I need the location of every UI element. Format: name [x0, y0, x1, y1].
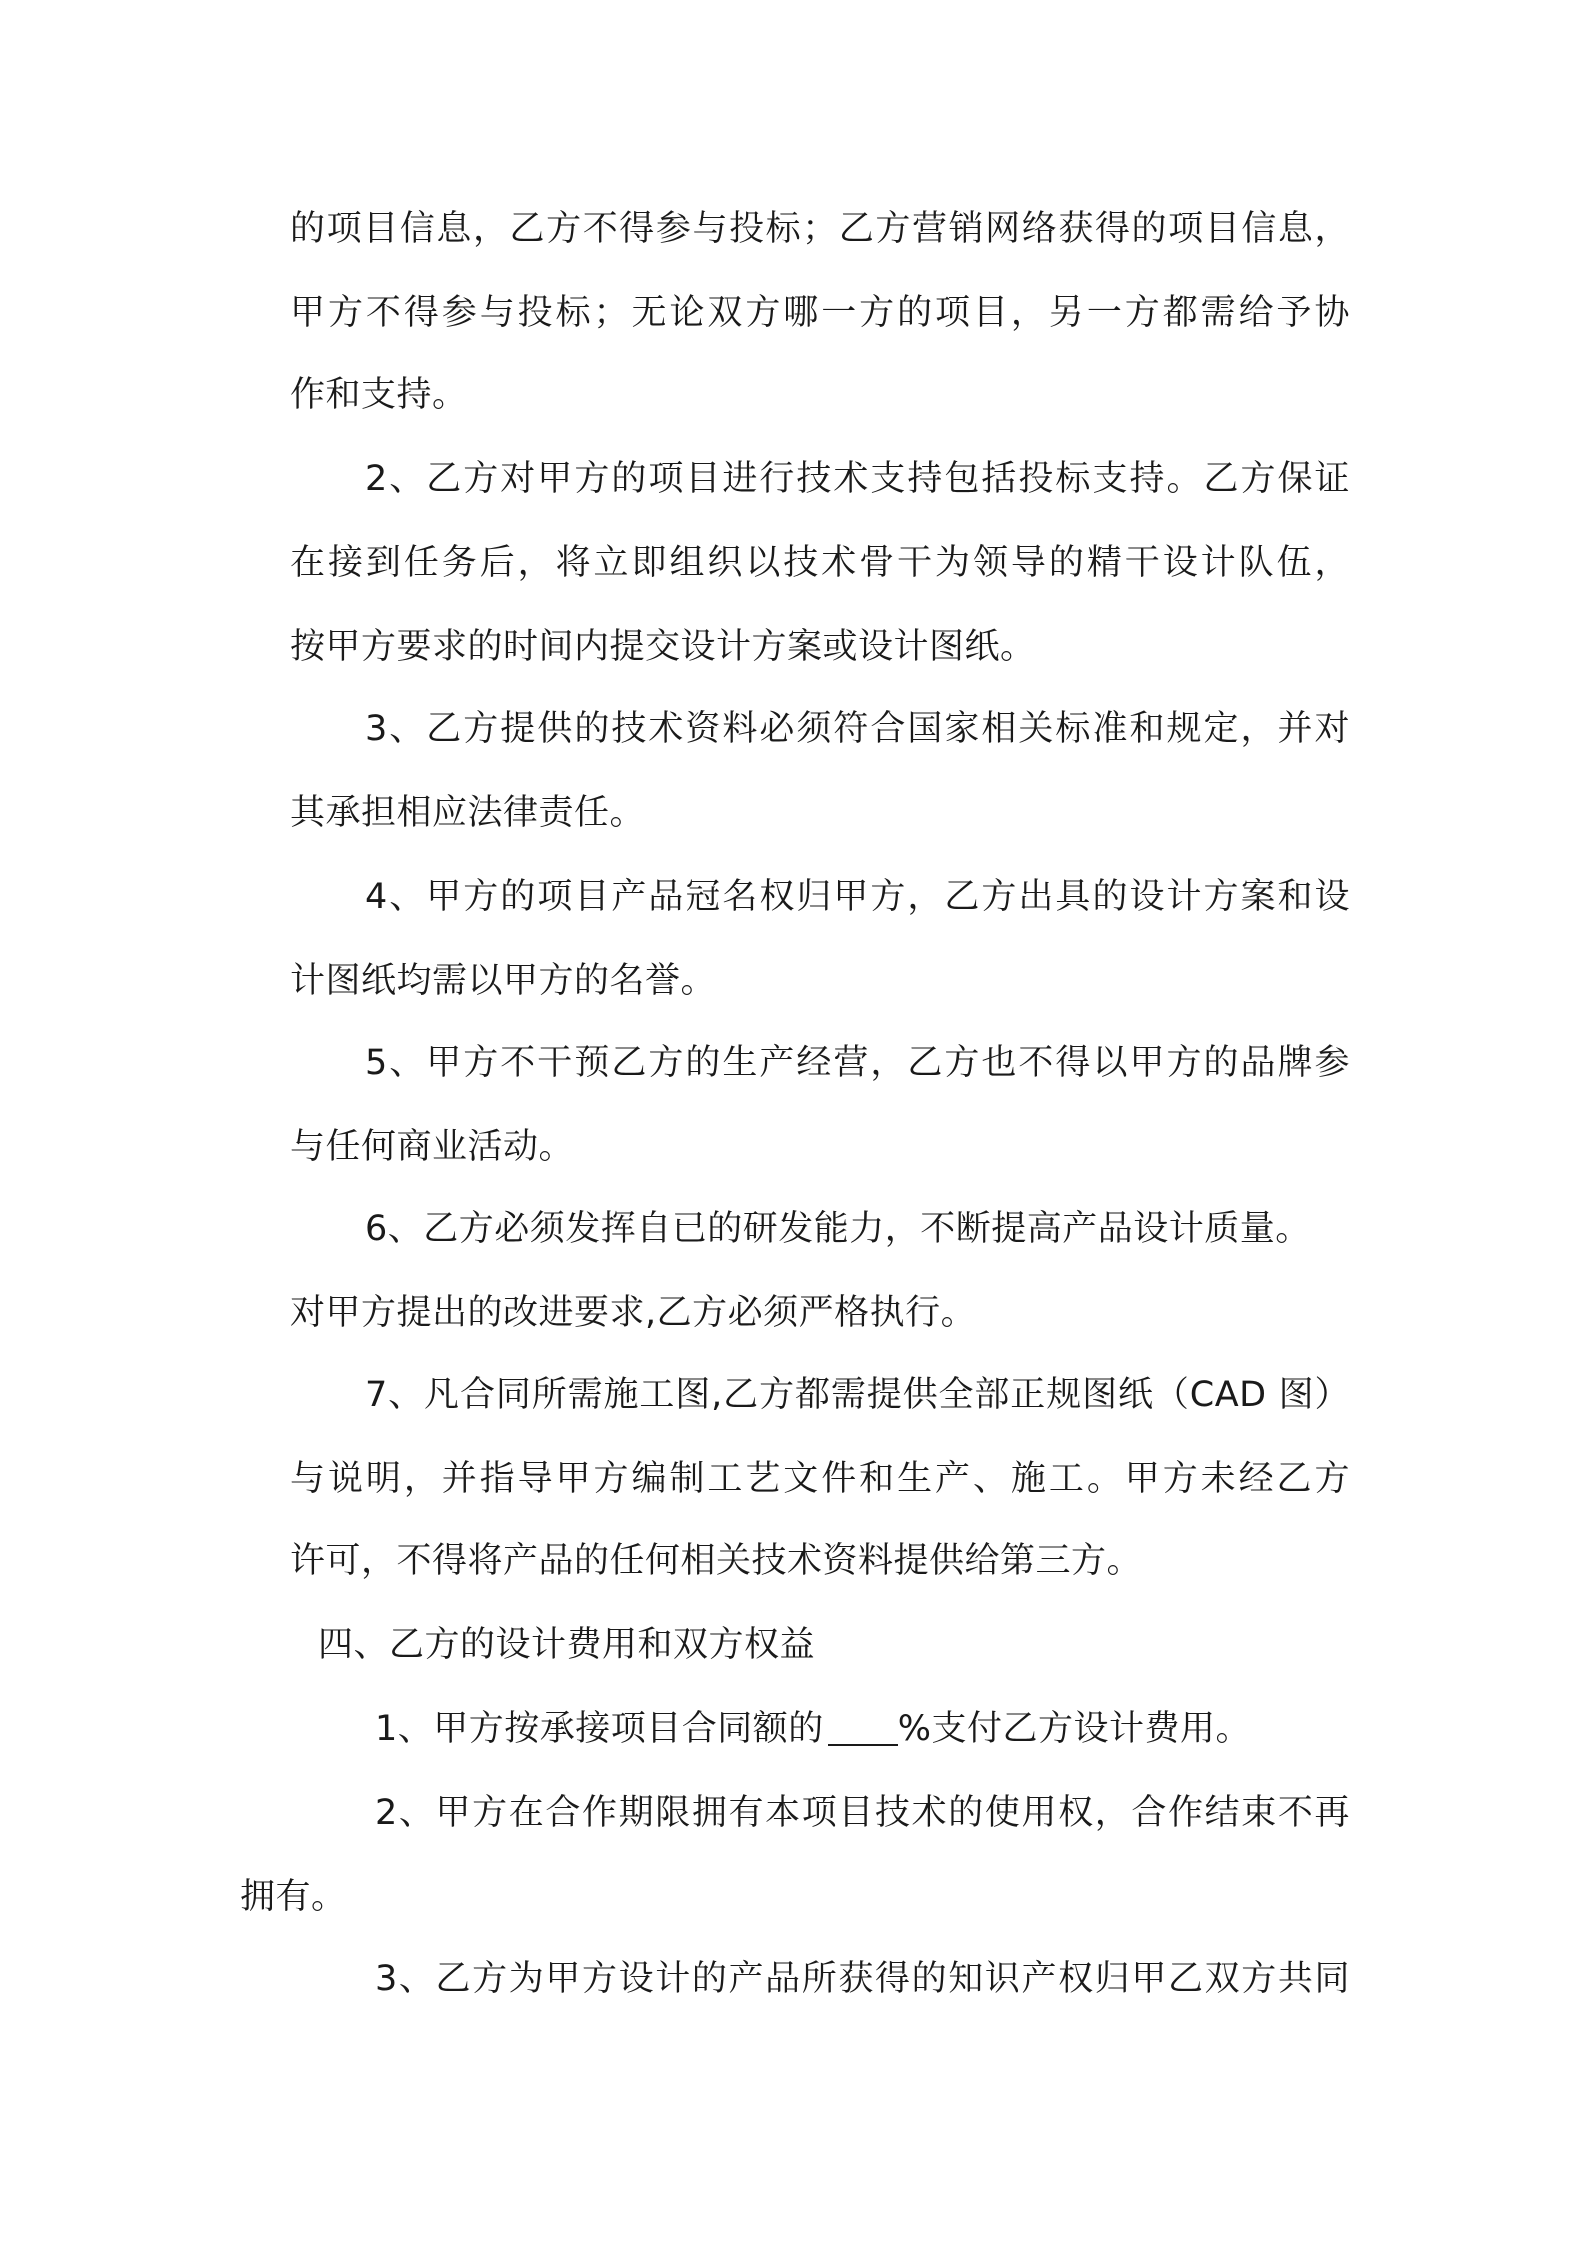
body-text-line: 计图纸均需以甲方的名誉。	[290, 961, 717, 1001]
clause-5-line: 5、甲方不干预乙方的生产经营，乙方也不得以甲方的品牌参	[365, 1043, 1350, 1083]
body-text-line: 在接到任务后，将立即组织以技术骨干为领导的精干设计队伍，	[290, 543, 1350, 583]
body-text-line: 其承担相应法律责任。	[290, 793, 646, 833]
body-text-line: 作和支持。	[290, 375, 468, 415]
body-text-line: 甲方不得参与投标；无论双方哪一方的项目，另一方都需给予协	[290, 293, 1350, 333]
body-text-line: 与说明，并指导甲方编制工艺文件和生产、施工。甲方未经乙方	[290, 1459, 1350, 1499]
fee-percentage-blank	[828, 1708, 898, 1746]
fee-clause-text: 1、甲方按承接项目合同额的	[375, 1709, 824, 1749]
clause-6-line: 6、乙方必须发挥自已的研发能力，不断提高产品设计质量。	[365, 1209, 1311, 1249]
clause-3-line: 3、乙方提供的技术资料必须符合国家相关标准和规定，并对	[365, 709, 1350, 749]
fee-clause-text-end: %支付乙方设计费用。	[897, 1709, 1252, 1749]
body-text-line: 对甲方提出的改进要求,乙方必须严格执行。	[290, 1293, 977, 1333]
fee-clause-line	[375, 1705, 1251, 1753]
body-text-line: 许可，不得将产品的任何相关技术资料提供给第三方。	[290, 1541, 1143, 1581]
rights-clause-3-line: 3、乙方为甲方设计的产品所获得的知识产权归甲乙双方共同	[375, 1959, 1350, 1999]
clause-2-line: 2、乙方对甲方的项目进行技术支持包括投标支持。乙方保证	[365, 459, 1350, 499]
clause-4-line: 4、甲方的项目产品冠名权归甲方，乙方出具的设计方案和设	[365, 877, 1350, 917]
body-text-line: 按甲方要求的时间内提交设计方案或设计图纸。	[290, 627, 1036, 667]
body-text-line: 与任何商业活动。	[290, 1127, 575, 1167]
rights-clause-2-line: 2、甲方在合作期限拥有本项目技术的使用权，合作结束不再	[375, 1793, 1350, 1833]
section-heading: 四、乙方的设计费用和双方权益	[318, 1625, 816, 1665]
body-text-line: 拥有。	[240, 1877, 347, 1917]
body-text-line: 的项目信息，乙方不得参与投标；乙方营销网络获得的项目信息，	[290, 209, 1350, 249]
clause-7-line: 7、凡合同所需施工图,乙方都需提供全部正规图纸（CAD 图）	[365, 1375, 1350, 1415]
